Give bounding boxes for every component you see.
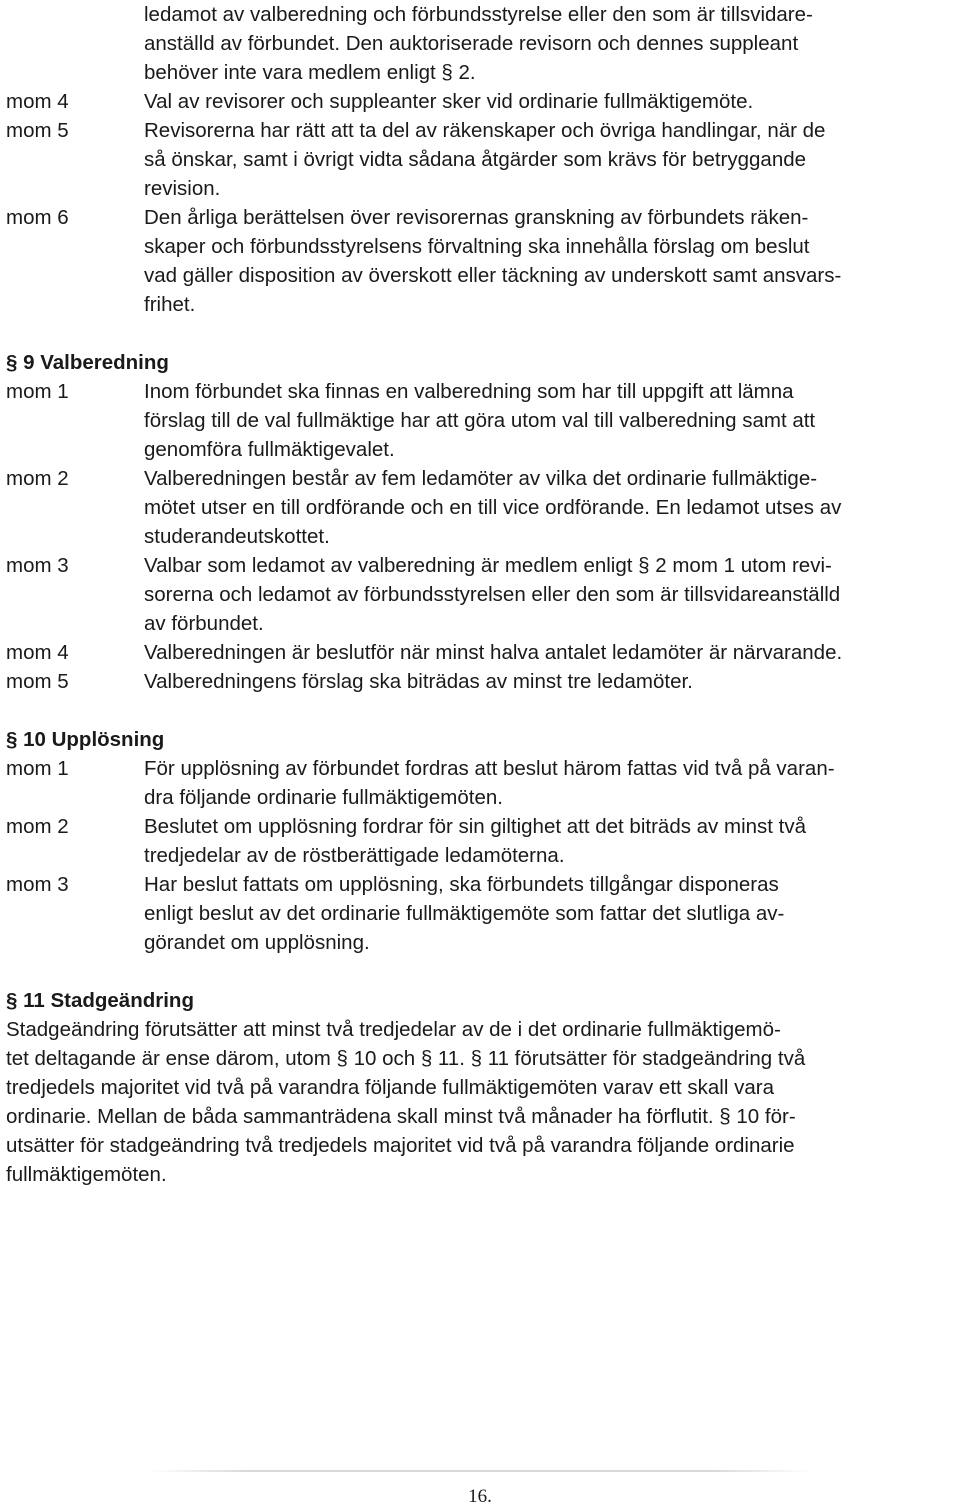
text-line: genomföra fullmäktigevalet. (144, 438, 395, 461)
text-line: revision. (144, 177, 221, 200)
text-line: fullmäktigemöten. (6, 1163, 167, 1186)
mom-label (6, 0, 144, 87)
mom-label: mom 4 (6, 90, 69, 113)
text-line: görandet om upplösning. (144, 931, 370, 954)
text-line: Valberedningen är beslutför när minst halva antalet ledamöter är närvarande. (144, 641, 843, 664)
text-line: av förbundet. (144, 612, 264, 635)
mom-label: mom 1 (6, 757, 69, 780)
section10-mom1 (6, 754, 956, 812)
section8-mom4 (6, 87, 956, 116)
text-line: För upplösning av förbundet fordras att beslut härom fattas vid två på varan- (144, 757, 835, 780)
section9-mom3 (6, 551, 956, 638)
mom-text (144, 0, 956, 87)
mom-text (144, 116, 956, 203)
text-line: tredjedels majoritet vid två på varandra följande fullmäktigemöten varav ett skall vara (6, 1076, 774, 1099)
mom-label: mom 4 (6, 641, 69, 664)
mom-text (144, 870, 956, 957)
text-line: skaper och förbundsstyrelsens förvaltning ska innehålla förslag om beslut (144, 235, 810, 258)
text-line: Revisorerna har rätt att ta del av räkenskaper och övriga handlingar, när de (144, 119, 826, 142)
mom-label: mom 2 (6, 467, 69, 490)
text-line: Stadgeändring förutsätter att minst två tredjedelar av de i det ordinarie fullmäktigemö- (6, 1018, 781, 1041)
continuation-block (6, 0, 956, 87)
mom-label: mom 5 (6, 670, 69, 693)
text-line: Valbar som ledamot av valberedning är medlem enligt § 2 mom 1 utom revi- (144, 554, 832, 577)
text-line: förslag till de val fullmäktige har att göra utom val till valberedning samt att (144, 409, 816, 432)
text-line: Valberedningens förslag ska biträdas av minst tre ledamöter. (144, 670, 693, 693)
mom-text (144, 377, 956, 464)
text-line: anställd av förbundet. Den auktoriserade revisorn och dennes suppleant (144, 32, 799, 55)
text-line: Val av revisorer och suppleanter sker vid ordinarie fullmäktigemöte. (144, 90, 754, 113)
text-line: tredjedelar av de röstberättigade ledamöterna. (144, 844, 565, 867)
section-heading-valberedning: § 9 Valberedning (6, 351, 169, 374)
text-line: behöver inte vara medlem enligt § 2. (144, 61, 476, 84)
mom-text (144, 812, 956, 870)
section9-mom4 (6, 638, 956, 667)
text-line: ledamot av valberedning och förbundsstyrelse eller den som är tillsvidare- (144, 3, 813, 26)
section8-mom5 (6, 116, 956, 203)
section8-mom6 (6, 203, 956, 319)
text-line: studerandeutskottet. (144, 525, 330, 548)
mom-label: mom 3 (6, 554, 69, 577)
text-line: Beslutet om upplösning fordrar för sin giltighet att det biträds av minst två (144, 815, 807, 838)
mom-label: mom 5 (6, 119, 69, 142)
section9-mom5 (6, 667, 956, 696)
mom-text (144, 754, 956, 812)
mom-label: mom 3 (6, 873, 69, 896)
mom-label: mom 6 (6, 206, 69, 229)
mom-label: mom 1 (6, 380, 69, 403)
document-page (6, 0, 956, 1189)
mom-text (144, 203, 956, 319)
page-number: 16. (468, 1486, 492, 1507)
section-heading-upplosning: § 10 Upplösning (6, 728, 165, 751)
text-line: Inom förbundet ska finnas en valberedning som har till uppgift att lämna (144, 380, 794, 403)
section-heading-stadgeandring: § 11 Stadgeändring (6, 989, 194, 1012)
section10-mom2 (6, 812, 956, 870)
text-line: enligt beslut av det ordinarie fullmäktigemöte som fattar det slutliga av- (144, 902, 785, 925)
mom-text (144, 551, 956, 638)
section9-mom2 (6, 464, 956, 551)
mom-label: mom 2 (6, 815, 69, 838)
mom-text (144, 87, 956, 116)
text-line: mötet utser en till ordförande och en till vice ordförande. En ledamot utses av (144, 496, 842, 519)
text-line: så önskar, samt i övrigt vidta sådana åtgärder som krävs för betryggande (144, 148, 807, 171)
mom-text (144, 638, 956, 667)
text-line: Valberedningen består av fem ledamöter av vilka det ordinarie fullmäktige- (144, 467, 818, 490)
text-line: dra följande ordinarie fullmäktigemöten. (144, 786, 503, 809)
section10-mom3 (6, 870, 956, 957)
text-line: sorerna och ledamot av förbundsstyrelsen eller den som är tillsvidareanställd (144, 583, 841, 606)
text-line: Den årliga berättelsen över revisorernas granskning av förbundets räken- (144, 206, 809, 229)
footer-divider (150, 1470, 810, 1472)
text-line: Har beslut fattats om upplösning, ska förbundets tillgångar disponeras (144, 873, 779, 896)
section9-mom1 (6, 377, 956, 464)
text-line: utsätter för stadgeändring två tredjedels majoritet vid två på varandra följande ordinarie (6, 1134, 795, 1157)
mom-text (144, 667, 956, 696)
mom-text (144, 464, 956, 551)
text-line: tet deltagande är ense därom, utom § 10 och § 11. § 11 förutsätter för stadgeändring två (6, 1047, 806, 1070)
stadgeandring-paragraph (6, 1015, 956, 1189)
text-line: vad gäller disposition av överskott eller täckning av underskott samt ansvars- (144, 264, 842, 287)
text-line: ordinarie. Mellan de båda sammanträdena skall minst två månader ha förflutit. § 10 för- (6, 1105, 796, 1128)
text-line: frihet. (144, 293, 196, 316)
